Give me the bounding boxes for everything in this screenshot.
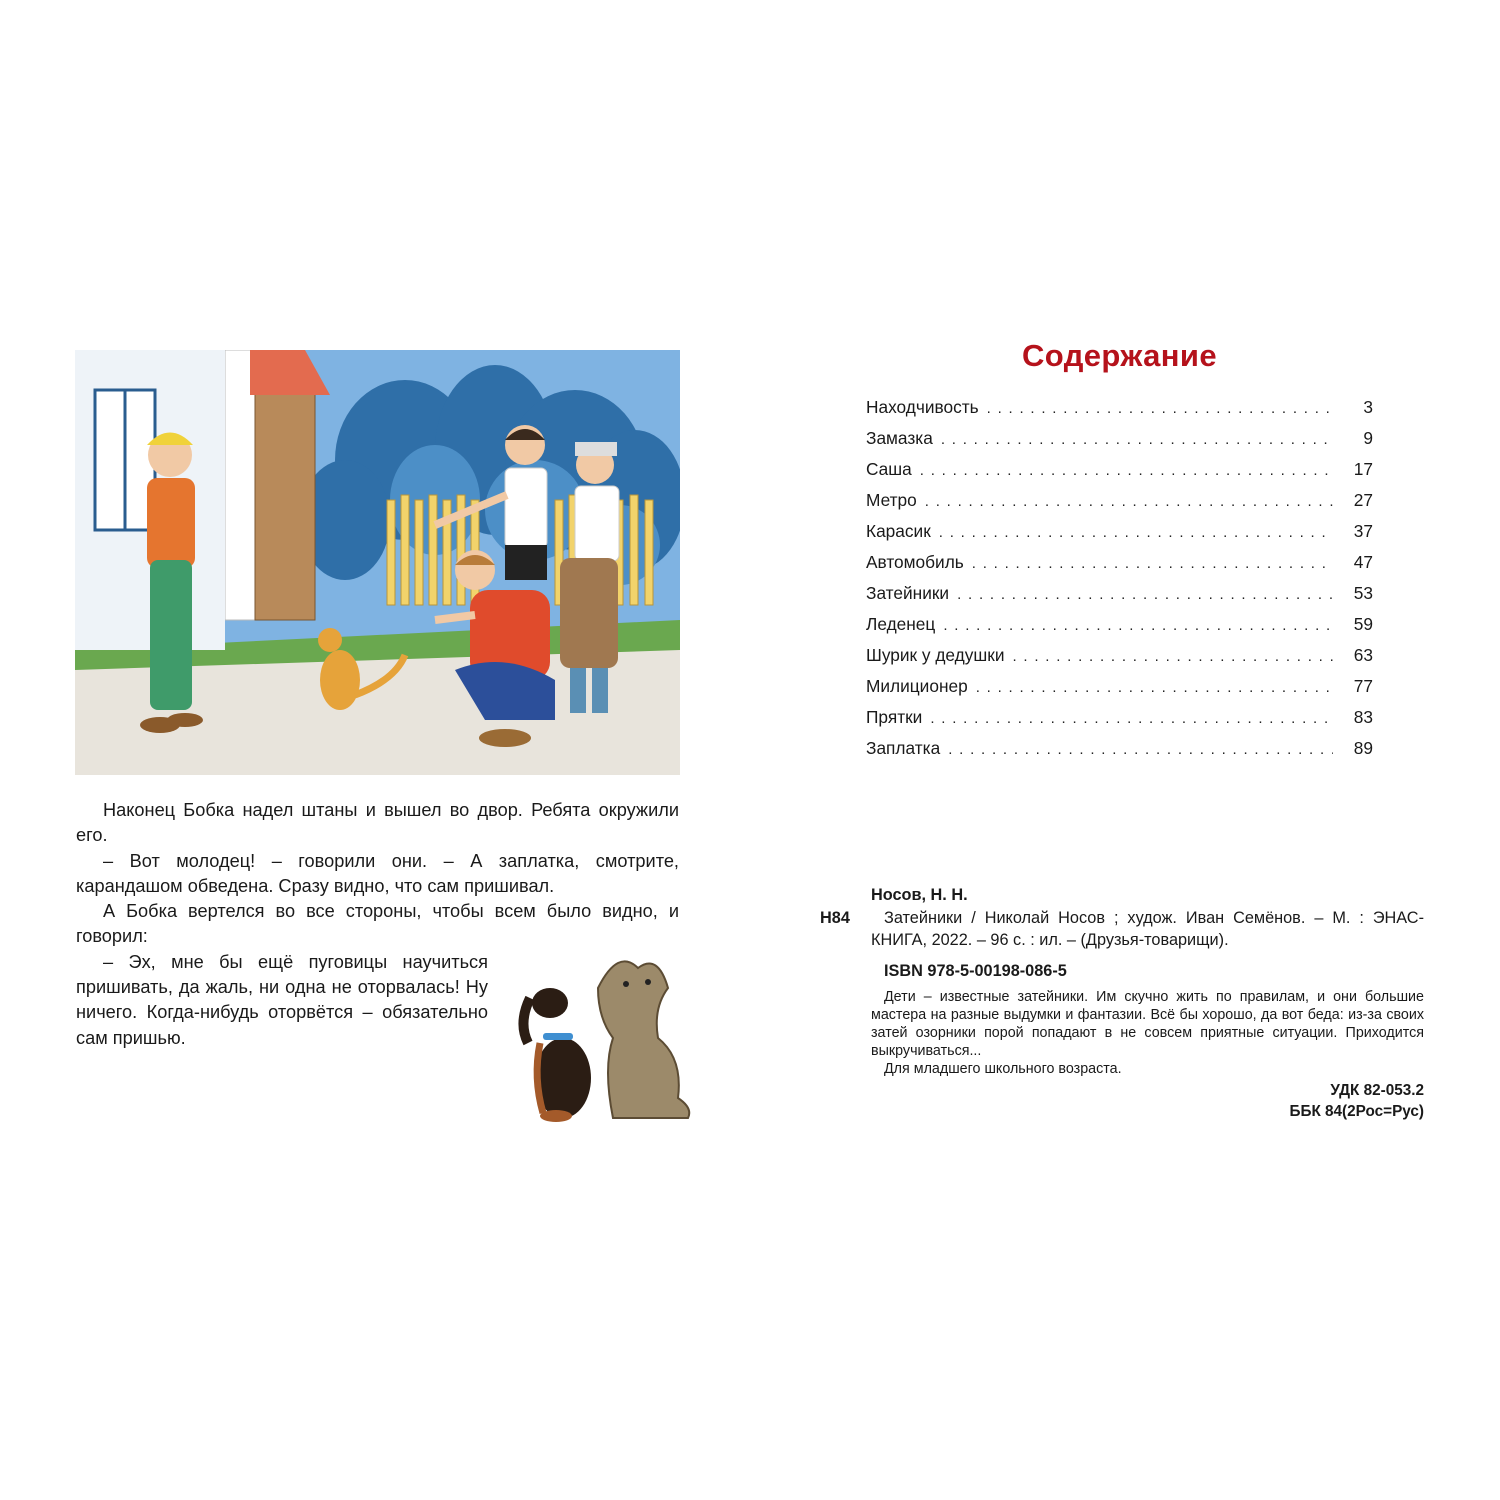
contents-item-title: Прятки <box>866 707 923 727</box>
story-paragraph: А Бобка вертелся во все стороны, чтобы всем было видно, и говорил: <box>76 901 679 947</box>
bib-author: Носов, Н. Н. <box>871 886 968 904</box>
contents-item-page: 47 <box>1353 552 1373 572</box>
contents-item-page: 63 <box>1353 645 1373 665</box>
leader-dots <box>925 493 1333 510</box>
contents-item-title: Шурик у дедушки <box>866 645 1005 665</box>
leader-dots <box>948 741 1333 758</box>
leader-dots <box>1012 648 1333 665</box>
contents-item[interactable] <box>866 490 1373 521</box>
contents-item-page: 89 <box>1353 738 1373 758</box>
leader-dots <box>976 679 1333 696</box>
contents-item[interactable] <box>866 707 1373 738</box>
contents-item-title: Саша <box>866 459 912 479</box>
contents-item[interactable] <box>866 397 1373 428</box>
leader-dots <box>941 431 1333 448</box>
contents-item-page: 77 <box>1353 676 1373 696</box>
contents-item-title: Карасик <box>866 521 931 541</box>
leader-dots <box>930 710 1333 727</box>
story-paragraph: – Вот молодец! – говорили они. – А заплатка, смотрите, карандашом обведена. Сразу видно, что сам пришивал. <box>76 850 679 896</box>
contents-list <box>866 397 1373 769</box>
story-paragraph: Наконец Бобка надел штаны и вышел во двор. Ребята окружили его. <box>76 800 679 846</box>
leader-dots <box>987 400 1333 417</box>
leader-dots <box>972 555 1333 572</box>
contents-item[interactable] <box>866 459 1373 490</box>
bib-description: Затейники / Николай Носов ; худож. Иван Семёнов. – М. : ЭНАС-КНИГА, 2022. – 96 с. : ил. – (Друзья-товарищи). <box>871 909 1424 949</box>
contents-item[interactable] <box>866 614 1373 645</box>
bib-annotation: Дети – известные затейники. Им скучно жить по правилам, и они большие мастера на разные выдумки и фантазии. Всё бы хорошо, да вот беда: из-за своих затей озорники порой попадают в не совсем приятные ситуации. Приходится выкручиваться... <box>871 989 1424 1059</box>
contents-item-page: 37 <box>1353 521 1373 541</box>
contents-item-title: Леденец <box>866 614 936 634</box>
contents-item-page: 9 <box>1363 428 1373 448</box>
contents-item-title: Милиционер <box>866 676 968 696</box>
contents-item[interactable] <box>866 552 1373 583</box>
leader-dots <box>943 617 1333 634</box>
contents-item-title: Находчивость <box>866 397 979 417</box>
bib-author-code: Н84 <box>820 909 850 927</box>
bib-isbn: ISBN 978-5-00198-086-5 <box>884 962 1067 980</box>
contents-item[interactable] <box>866 645 1373 676</box>
bib-udk: УДК 82-053.2 <box>1330 1082 1424 1099</box>
contents-item-title: Заплатка <box>866 738 941 758</box>
bib-bbk: ББК 84(2Рос=Рус) <box>1289 1103 1424 1120</box>
contents-item-page: 27 <box>1353 490 1373 510</box>
contents-item-page: 59 <box>1353 614 1373 634</box>
contents-item-title: Автомобиль <box>866 552 964 572</box>
kids-with-kitten-illustration <box>75 350 680 775</box>
contents-item[interactable] <box>866 521 1373 552</box>
bib-age-rating: Для младшего школьного возраста. <box>884 1061 1122 1077</box>
contents-item-page: 83 <box>1353 707 1373 727</box>
contents-item-title: Метро <box>866 490 917 510</box>
contents-item[interactable] <box>866 676 1373 707</box>
contents-item-page: 3 <box>1363 397 1373 417</box>
contents-item[interactable] <box>866 428 1373 459</box>
leader-dots <box>920 462 1333 479</box>
story-paragraph: – Эх, мне бы ещё пуговицы научиться пришивать, да жаль, ни одна не оторвалась! Ну ничего. Когда-нибудь оторвётся – обязательно сам пришью. <box>76 951 488 1048</box>
contents-item-title: Затейники <box>866 583 950 603</box>
contents-item-page: 53 <box>1353 583 1373 603</box>
contents-item-title: Замазка <box>866 428 933 448</box>
two-dogs-illustration <box>518 948 698 1126</box>
leader-dots <box>939 524 1333 541</box>
contents-item[interactable] <box>866 738 1373 769</box>
contents-item-page: 17 <box>1353 459 1373 479</box>
contents-title: Содержание <box>1022 338 1217 373</box>
leader-dots <box>957 586 1333 603</box>
contents-item[interactable] <box>866 583 1373 614</box>
